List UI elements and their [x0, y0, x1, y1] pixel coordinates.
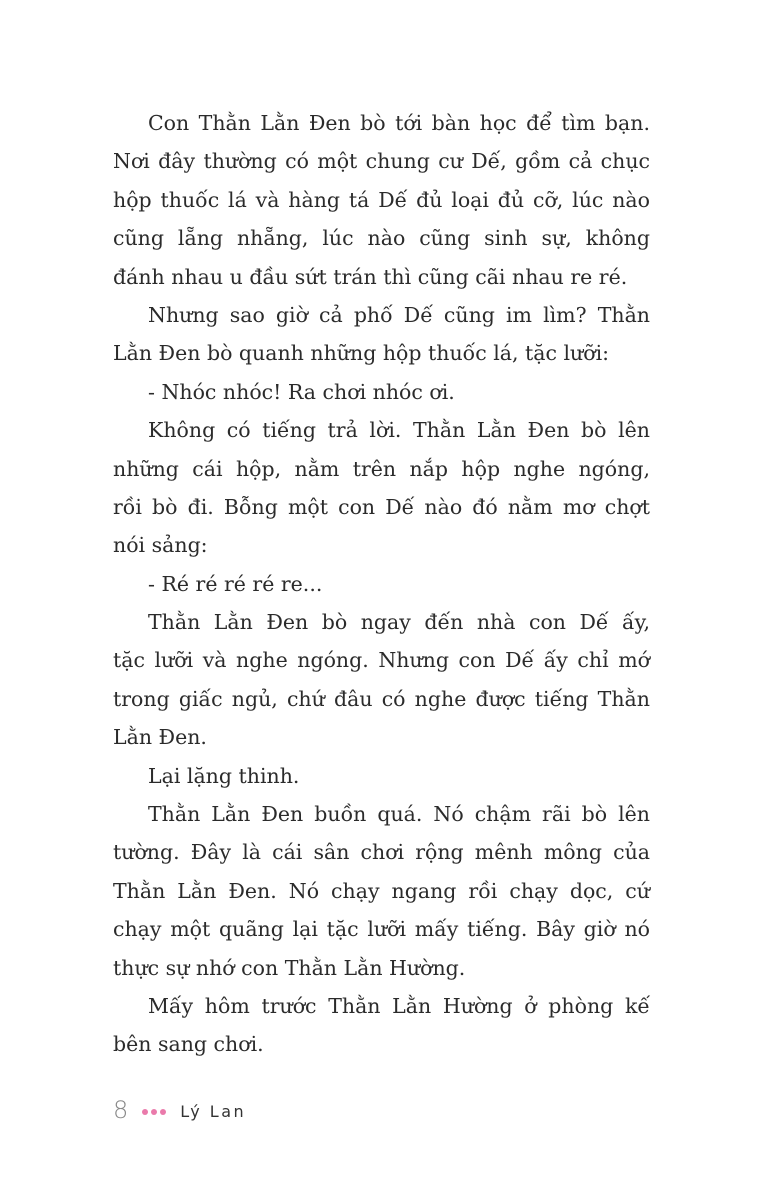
- text-line: Mấy hôm trước Thằn Lằn Hường ở phòng kế: [148, 993, 650, 1018]
- paragraph: [113, 296, 650, 373]
- dots-ornament-icon: [142, 1109, 166, 1115]
- text-line: tặc lưỡi và nghe ngóng. Nhưng con Dế ấy chỉ mớ: [113, 648, 650, 673]
- text-line: những cái hộp, nằm trên nắp hộp nghe ngóng,: [113, 456, 650, 481]
- dot-icon: [151, 1109, 157, 1115]
- text-line: Lằn Đen.: [113, 725, 207, 750]
- author-name: Lý Lan: [180, 1102, 247, 1121]
- text-line: Thằn Lằn Đen bò ngay đến nhà con Dế ấy,: [148, 610, 650, 635]
- page-number: 8: [113, 1096, 129, 1124]
- text-line: rồi bò đi. Bỗng một con Dế nào đó nằm mơ chợt: [113, 494, 650, 519]
- dot-icon: [142, 1109, 148, 1115]
- dot-icon: [160, 1109, 166, 1115]
- text-line: tường. Đây là cái sân chơi rộng mênh mông của: [113, 840, 650, 865]
- paragraph: [113, 411, 650, 565]
- text-line: bên sang chơi.: [113, 1032, 264, 1057]
- text-line: Lằn Đen bò quanh những hộp thuốc lá, tặc lưỡi:: [113, 341, 610, 366]
- text-line: Nhưng sao giờ cả phố Dế cũng im lìm? Thằn: [148, 302, 650, 327]
- page-footer: [113, 1096, 246, 1124]
- paragraph: [113, 757, 650, 795]
- text-line: - Nhóc nhóc! Ra chơi nhóc ơi.: [148, 379, 455, 404]
- text-line: đánh nhau u đầu sứt trán thì cũng cãi nhau re ré.: [113, 264, 628, 289]
- text-line: trong giấc ngủ, chứ đâu có nghe được tiếng Thằn: [113, 686, 650, 711]
- body-text: [113, 104, 650, 1064]
- text-line: Lại lặng thinh.: [148, 763, 300, 788]
- paragraph: [113, 987, 650, 1064]
- text-line: Không có tiếng trả lời. Thằn Lằn Đen bò lên: [148, 418, 650, 443]
- text-line: - Ré ré ré ré re...: [148, 571, 323, 596]
- text-line: nói sảng:: [113, 533, 208, 558]
- text-line: Nơi đây thường có một chung cư Dế, gồm cả chục: [113, 149, 650, 174]
- text-line: Con Thằn Lằn Đen bò tới bàn học để tìm bạn.: [148, 111, 650, 135]
- text-line: Thằn Lằn Đen. Nó chạy ngang rồi chạy dọc, cứ: [113, 878, 650, 903]
- text-line: hộp thuốc lá và hàng tá Dế đủ loại đủ cỡ, lúc nào: [113, 187, 650, 212]
- text-line: cũng lẵng nhẵng, lúc nào cũng sinh sự, không: [113, 226, 650, 251]
- paragraph: [113, 603, 650, 757]
- text-line: thực sự nhớ con Thằn Lằn Hường.: [113, 955, 466, 980]
- paragraph: [113, 565, 650, 603]
- text-line: Thằn Lằn Đen buồn quá. Nó chậm rãi bò lên: [148, 802, 650, 827]
- paragraph: [113, 373, 650, 411]
- paragraph: [113, 795, 650, 987]
- text-line: chạy một quãng lại tặc lưỡi mấy tiếng. Bây giờ nó: [113, 917, 650, 942]
- paragraph: [113, 104, 650, 296]
